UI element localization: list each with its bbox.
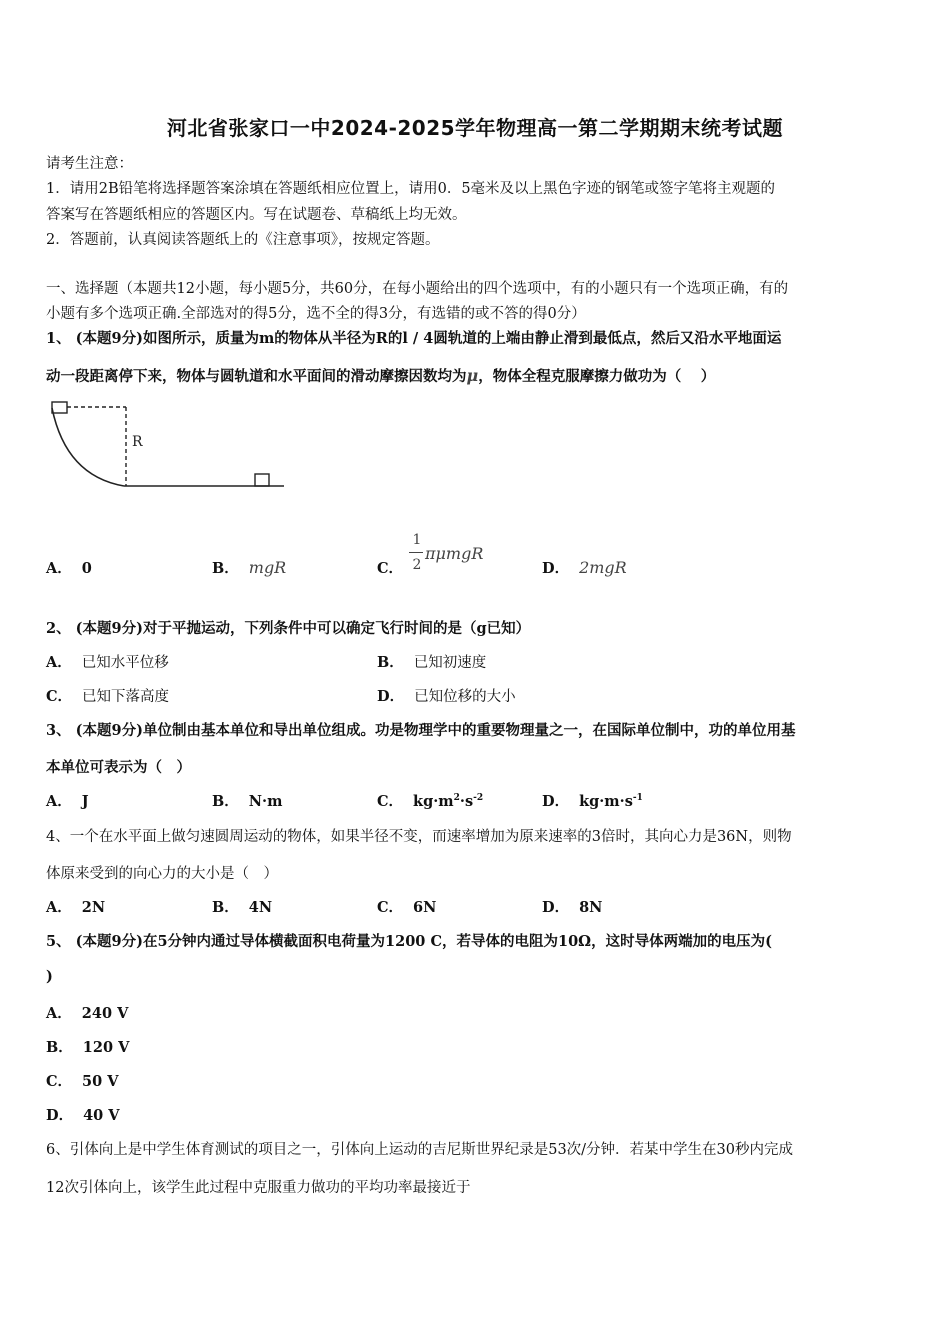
- q4-stem-line-2: 体原来受到的向心力的大小是（ ）: [46, 866, 278, 882]
- q5-stem-line-1: 5、 (本题9分)在5分钟内通过导体横截面积电荷量为1200 C，若导体的电阻为10Ω，这时导体两端加的电压为(: [46, 933, 772, 950]
- q1-stem-line-2: [46, 365, 908, 386]
- fraction-denominator: 2: [412, 557, 422, 573]
- radius-label: R: [132, 434, 143, 450]
- option-text: 已知下落高度: [82, 689, 170, 705]
- option-sup: -2: [473, 793, 484, 804]
- option-text: 2mgR: [579, 558, 627, 577]
- option-label: A．: [46, 793, 72, 810]
- notice-item-1-line-2: 答案写在答题纸相应的答题区内。写在试题卷、草稿纸上均无效。: [46, 207, 467, 223]
- option-text: 0: [81, 560, 92, 577]
- q1-option-d[interactable]: [542, 557, 627, 578]
- option-label: B．: [46, 1039, 73, 1056]
- option-label: B．: [212, 560, 239, 577]
- option-label: D．: [542, 899, 570, 916]
- option-label: A．: [46, 560, 72, 577]
- q3-option-b[interactable]: [212, 790, 282, 811]
- q2-stem: 2、 (本题9分)对于平抛运动，下列条件中可以确定飞行时间的是（g已知）: [46, 620, 531, 637]
- q1-option-a[interactable]: [46, 557, 92, 578]
- option-c-expression: πμmgR: [425, 544, 484, 563]
- q5-option-b[interactable]: [46, 1036, 129, 1057]
- option-sup: 2: [453, 793, 460, 804]
- notice-heading: 请考生注意：: [46, 156, 133, 172]
- q2-option-a[interactable]: [46, 651, 169, 672]
- q6-stem-line-2: 12次引体向上，该学生此过程中克服重力做功的平均功率最接近于: [46, 1180, 471, 1196]
- option-text: kg·m·s: [579, 793, 633, 810]
- q3-option-a[interactable]: [46, 790, 89, 811]
- q5-option-a[interactable]: [46, 1002, 128, 1023]
- q2-option-d[interactable]: [377, 685, 516, 706]
- option-label: B．: [377, 654, 404, 671]
- option-label: B．: [212, 793, 239, 810]
- block-start: [52, 402, 67, 413]
- q1-option-b[interactable]: [212, 557, 286, 578]
- section-intro-line-1: 一、选择题（本题共12小题，每小题5分，共60分，在每小题给出的四个选项中，有的小题只有一个选项正确，有的: [46, 281, 789, 297]
- option-text: 2N: [81, 899, 106, 916]
- q5-option-c[interactable]: [46, 1070, 119, 1091]
- option-label: C．: [377, 899, 404, 916]
- option-text: mgR: [248, 558, 287, 577]
- option-label: D．: [377, 688, 405, 705]
- option-label: B．: [212, 899, 239, 916]
- q1-stem-line-1: 1、 (本题9分)如图所示，质量为m的物体从半径为R的l / 4圆轨道的上端由静止滑到最低点，然后又沿水平地面运: [46, 330, 782, 347]
- option-text: N·m: [248, 793, 283, 810]
- q3-option-c[interactable]: [377, 790, 483, 811]
- option-text: 120 V: [82, 1039, 130, 1056]
- option-sup: -1: [632, 793, 643, 804]
- option-text-mid: ·s: [459, 793, 474, 810]
- q1-option-c[interactable]: [377, 557, 413, 578]
- option-label: D．: [46, 1107, 74, 1124]
- fraction-bar: [409, 552, 423, 553]
- page-title: 河北省张家口一中2024-2025学年物理高一第二学期期末统考试题: [166, 116, 784, 140]
- q1-figure: [44, 396, 290, 492]
- mu-symbol: μ: [466, 366, 479, 385]
- q4-option-c[interactable]: [377, 896, 436, 917]
- q3-stem-line-2: 本单位可表示为（ ）: [46, 759, 191, 776]
- q4-option-d[interactable]: [542, 896, 602, 917]
- option-text: 已知初速度: [413, 655, 487, 671]
- q5-option-d[interactable]: [46, 1104, 120, 1125]
- option-text: 已知位移的大小: [414, 689, 516, 705]
- q1-stem-text-b: ，物体全程克服摩擦力做功为（ ）: [478, 368, 716, 385]
- option-text: kg·m: [413, 793, 454, 810]
- q6-stem-line-1: 6、引体向上是中学生体育测试的项目之一，引体向上运动的吉尼斯世界纪录是53次/分钟．若某中学生在30秒内完成: [46, 1142, 794, 1158]
- q2-option-c[interactable]: [46, 685, 169, 706]
- option-text: 240 V: [81, 1005, 129, 1022]
- fraction-numerator: 1: [412, 532, 422, 548]
- q4-option-b[interactable]: [212, 896, 272, 917]
- option-text: 50 V: [82, 1073, 119, 1090]
- option-text: 40 V: [83, 1107, 120, 1124]
- option-label: A．: [46, 1005, 72, 1022]
- option-label: D．: [542, 793, 570, 810]
- option-label: D．: [542, 560, 570, 577]
- option-text: 已知水平位移: [81, 655, 169, 671]
- option-text: 6N: [413, 899, 437, 916]
- option-label: A．: [46, 899, 72, 916]
- notice-item-1-line-1: 1．请用2B铅笔将选择题答案涂填在答题纸相应位置上，请用0．5毫米及以上黑色字迹的钢笔或签字笔将主观题的: [46, 181, 776, 197]
- q3-stem-line-1: 3、 (本题9分)单位制由基本单位和导出单位组成。功是物理学中的重要物理量之一，在国际单位制中，功的单位用基: [46, 722, 796, 739]
- option-text: J: [81, 793, 89, 810]
- q1-stem-text-a: 动一段距离停下来，物体与圆轨道和水平面间的滑动摩擦因数均为: [46, 368, 467, 385]
- option-label: A．: [46, 654, 72, 671]
- option-label: C．: [46, 1073, 73, 1090]
- notice-item-2: 2．答题前，认真阅读答题纸上的《注意事项》，按规定答题。: [46, 232, 440, 248]
- q5-stem-line-2: ): [46, 968, 53, 985]
- option-text: 4N: [248, 899, 273, 916]
- option-text: 8N: [579, 899, 603, 916]
- option-label: C．: [377, 793, 404, 810]
- section-intro-line-2: 小题有多个选项正确.全部选对的得5分，选不全的得3分，有选错的或不答的得0分）: [46, 306, 586, 322]
- option-label: C．: [377, 560, 404, 577]
- q2-option-b[interactable]: [377, 651, 486, 672]
- q4-option-a[interactable]: [46, 896, 105, 917]
- q4-stem-line-1: 4、一个在水平面上做匀速圆周运动的物体，如果半径不变，而速率增加为原来速率的3倍时，其向心力是36N，则物: [46, 829, 792, 845]
- quarter-circle-track: [52, 408, 124, 486]
- block-end: [255, 474, 269, 486]
- q3-option-d[interactable]: [542, 790, 643, 811]
- option-label: C．: [46, 688, 73, 705]
